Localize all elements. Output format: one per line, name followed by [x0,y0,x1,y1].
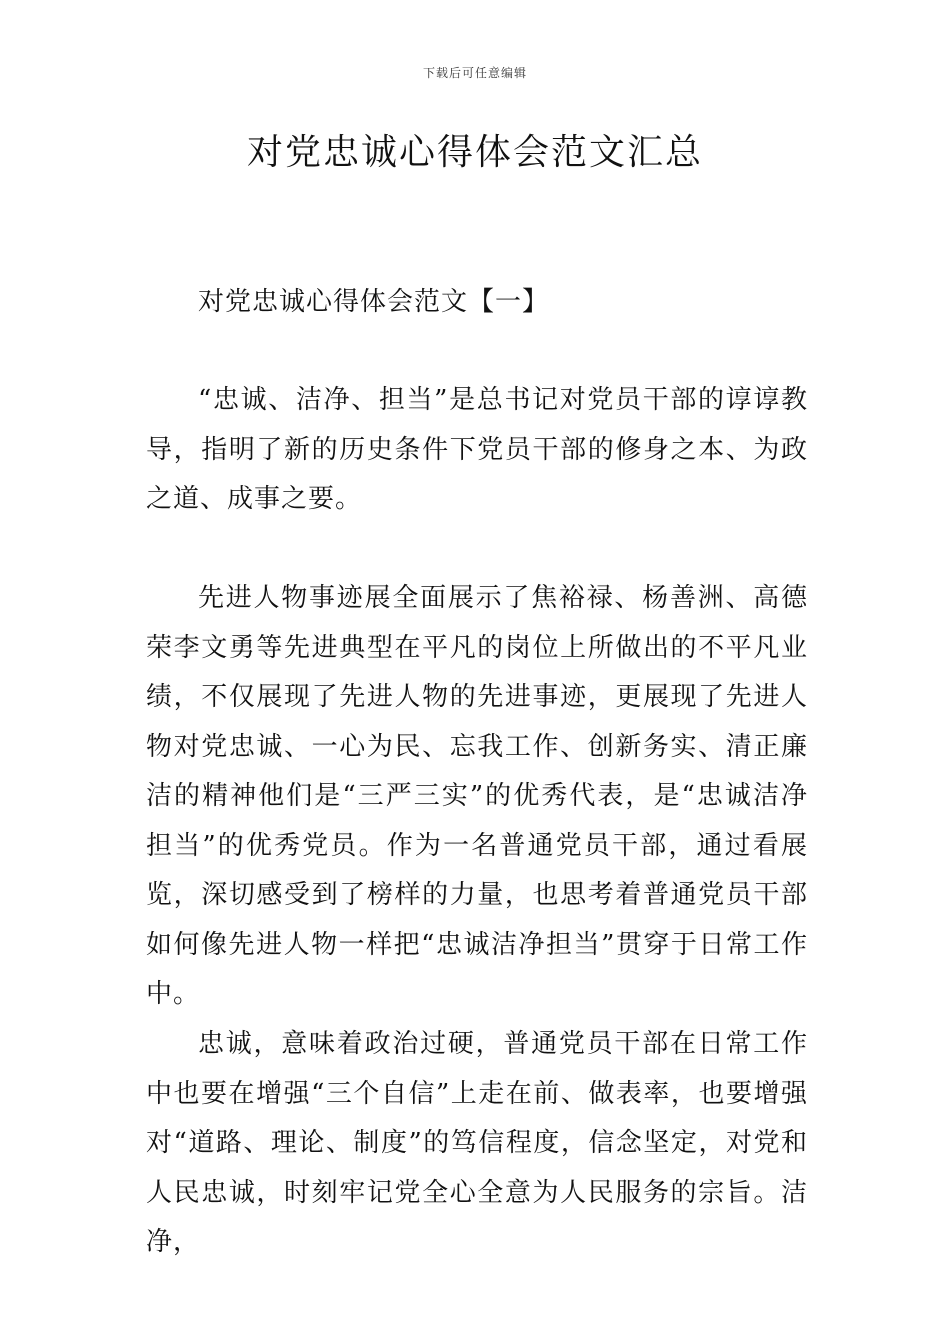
body-paragraph: 先进人物事迹展全面展示了焦裕禄、杨善洲、高德荣李文勇等先进典型在平凡的岗位上所做出的不平凡业绩，不仅展现了先进人物的先进事迹，更展现了先进人物对党忠诚、一心为民、忘我工作、创新务实、清正廉洁的精神他们是“三严三实”的优秀代表，是“忠诚洁净担当”的优秀党员。作为一名普通党员干部，通过看展览，深切感受到了榜样的力量，也思考着普通党员干部如何像先进人物一样把“忠诚洁净担当”贯穿于日常工作中。 [146,583,808,1009]
body-paragraph: 忠诚，意味着政治过硬，普通党员干部在日常工作中也要在增强“三个自信”上走在前、做表率，也要增强对“道路、理论、制度”的笃信程度，信念坚定，对党和人民忠诚，时刻牢记党全心全意为人民服务的宗旨。洁净， [146,1029,808,1257]
section-heading: 对党忠诚心得体会范文【一】 [198,287,550,317]
header-note: 下载后可任意编辑 [422,66,527,80]
document-title: 对党忠诚心得体会范文汇总 [246,132,703,173]
body-paragraph: “忠诚、洁净、担当”是总书记对党员干部的谆谆教导，指明了新的历史条件下党员干部的修身之本、为政之道、成事之要。 [146,385,808,514]
